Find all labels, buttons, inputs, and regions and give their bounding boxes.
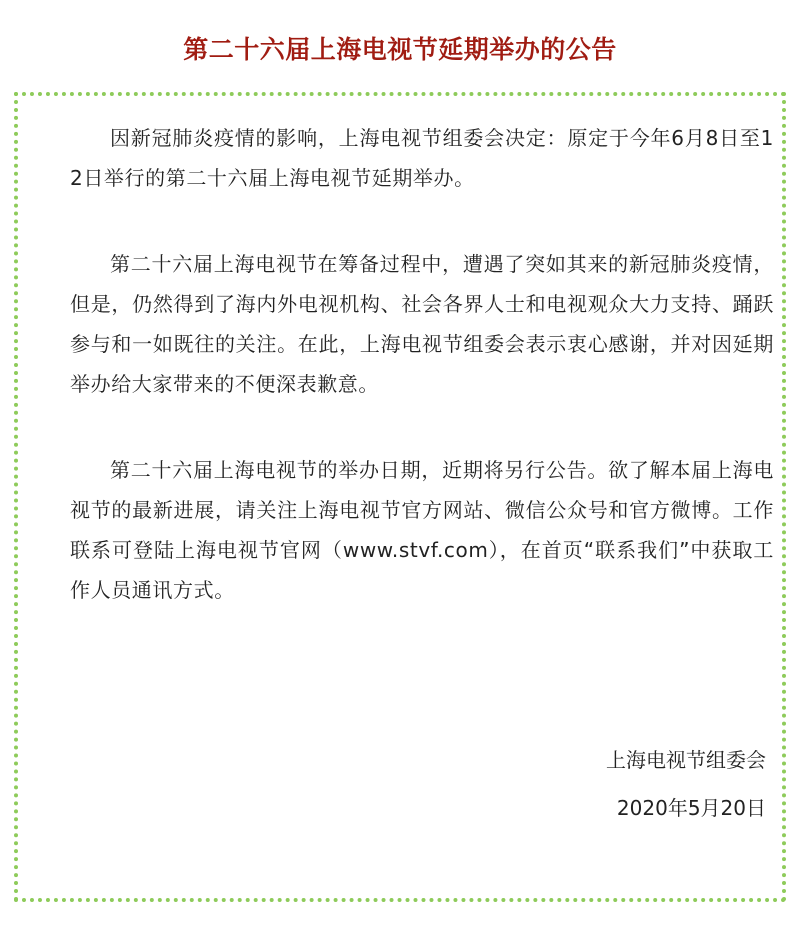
signature-organization: 上海电视节组委会 [606, 748, 766, 772]
notice-title: 第二十六届上海电视节延期举办的公告 [183, 35, 617, 64]
notice-paragraph-3: 第二十六届上海电视节的举办日期，近期将另行公告。欲了解本届上海电视节的最新进展，请关注上海电视节官方网站、微信公众号和官方微博。工作联系可登陆上海电视节官网（www.stvf.com），在首页“联系我们”中获取工作人员通讯方式。 [70, 458, 774, 602]
notice-paragraph-2: 第二十六届上海电视节在筹备过程中，遭遇了突如其来的新冠肺炎疫情，但是，仍然得到了海内外电视机构、社会各界人士和电视观众大力支持、踊跃参与和一如既往的关注。在此，上海电视节组委会表示衷心感谢，并对因延期举办给大家带来的不便深表歉意。 [70, 252, 774, 396]
signature-date: 2020年5月20日 [616, 796, 766, 820]
notice-paragraph-1: 因新冠肺炎疫情的影响，上海电视节组委会决定：原定于今年6月8日至12日举行的第二十六届上海电视节延期举办。 [70, 126, 774, 190]
notice-body [70, 118, 774, 610]
